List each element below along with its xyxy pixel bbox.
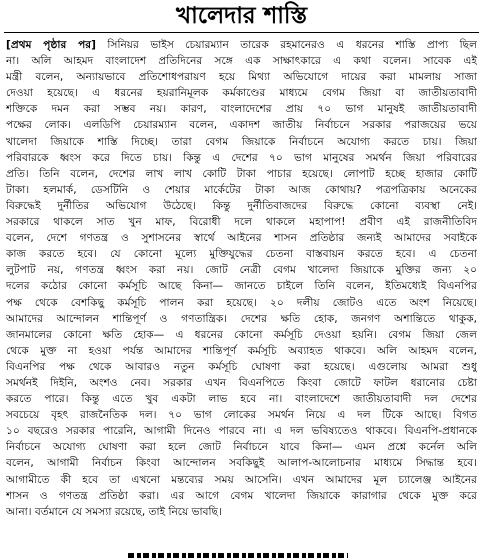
article-line: বলেন, দেশে গণতন্ত্র ও সুশাসনের স্বার্থে আইনের শাসন প্রতিষ্ঠার জন্যই আমাদের সবাইকে bbox=[6, 232, 477, 245]
article-line: নির্বাচনে অযোগ্য ঘোষণা করা হলে জোট নির্বাচনে যাবে কিনা— এমন প্রশ্নে কর্নেল অলি bbox=[6, 441, 477, 454]
article-line: মন্ত্রী বলেন, অন্যায়ভাবে প্রতিশোধপরায়ণ হয়ে মিথ্যা অভিযোগে দায়ের করা মামলায় সাজা bbox=[6, 71, 477, 84]
article-line-text: সিনিয়র ভাইস চেয়ারম্যান তারেক রহমানেরও এ ধরনের শাস্তি প্রাপ্য ছিল bbox=[95, 39, 477, 51]
article-line: থেকে মুক্ত না হওয়া পর্যন্ত আমাদের শান্তিপূর্ণ কর্মসূচি অব্যাহত থাকবে। অলি আহমদ বলেন, bbox=[6, 344, 477, 357]
article-line: না। অলি আহমদ বাংলাদেশ প্রতিদিনের সঙ্গে এক সাক্ষাৎকারে এ কথা বলেন। সাবেক এই bbox=[6, 55, 477, 68]
article-line: ১০ বছরেও সরকার পারেনি, আগামী দিনেও পারবে না। এ দল ভবিষ্যতেও থাকবে। বিএনপি-প্রধানকে bbox=[6, 425, 477, 438]
article-line: শাসন ও গণতন্ত্র প্রতিষ্ঠা করা। এর আগে বেগম খালেদা জিয়াকে কারাগার থেকে মুক্ত করে bbox=[6, 489, 477, 502]
article-line: সবচেয়ে বৃহৎ রাজনৈতিক দল। ৭০ ভাগ লোকের সমর্থন নিয়ে এ দল টিকে আছে। বিগত bbox=[6, 409, 477, 422]
article-line: জানমালের কোনো ক্ষতি হোক— এ ধরনের কোনো কর্মসূচি দেওয়া হয়নি। বেগম জিয়া জেল bbox=[6, 328, 477, 341]
article-line: দেওয়া হয়েছে। এ ধরনের হয়রানিমূলক কর্মকাণ্ডের মাধ্যমে বেগম জিয়া বা জাতীয়তাবাদী bbox=[6, 87, 477, 100]
cropped-text-fragment bbox=[128, 553, 348, 558]
article-line: বলেন, আগামী নির্বাচন কিংবা আন্দোলন সবকিছুই আলাপ-আলোচনার মাধ্যমে সিদ্ধান্ত হবে। bbox=[6, 457, 477, 470]
article-line: পরিবারকে ধ্বংস করে দিতে চায়। কিন্তু এ দেশের ৭০ ভাগ মানুষের সমর্থন জিয়া পরিবারের bbox=[6, 151, 477, 164]
article-line: আনা। বর্তমানে যে সমস্যা রয়েছে, তাই নিয়ে ভাবছি। bbox=[6, 505, 222, 518]
article-line: সরকারে থাকলে সাত খুন মাফ, বিরোধী দলে থাকলে মহাপাপ! প্রবীণ এই রাজনীতিবিদ bbox=[6, 216, 477, 229]
article-line: শক্তিকে দমন করা সম্ভব নয়। কারণ, বাংলাদেশের প্রায় ৭০ ভাগ মানুষই জাতীয়তাবাদী bbox=[6, 103, 477, 116]
article-line: সমর্থনই দিইনি, অংশও নেব। সরকার এখন বিএনপিতে কিংবা জোটে ফাটল ধরানোর চেষ্টা bbox=[6, 376, 477, 389]
article-line: খালেদা জিয়াকে শাস্তি দিচ্ছে। তারা বেগম জিয়াকে নির্বাচনে অযোগ্য করতে চায়। জিয়া bbox=[6, 135, 477, 148]
article-line: আমাদের আন্দোলন শান্তিপূর্ণ ও গণতান্ত্রিক। দেশের ক্ষতি হোক, জনগণ অশান্তিতে থাকুক, bbox=[6, 312, 477, 325]
article-line: পক্ষের লোক। এলডিপি চেয়ারম্যান বলেন, একাদশ জাতীয় নির্বাচনে সরকার পরাজয়ের ভয়ে bbox=[6, 119, 477, 132]
article-line: কাজ করতে হবে। যে কোনো মূল্যে মুক্তিযুদ্ধের চেতনা বাস্তবায়ন করতে হবে। এ চেতনা bbox=[6, 248, 477, 261]
article-line: লুটপাট নয়, গণতন্ত্র ধ্বংস করা নয়। জোট নেত্রী বেগম খালেদা জিয়াকে মুক্তির জন্য ২০ bbox=[6, 264, 477, 277]
article-line: আগামীতে কী হবে তা এখনো মন্তব্যের সময় আসেনি। এখন আমাদের মূল চ্যালেঞ্জ আইনের bbox=[6, 473, 477, 486]
article-line: প্রতি। তিনি বলেন, দেশের লাখ লাখ কোটি টাকা পাচার হয়েছে। লোপাট হচ্ছে হাজার কোটি bbox=[6, 167, 477, 180]
headline-divider bbox=[4, 32, 479, 33]
article-line: বিরুদ্ধেই দুর্নীতির অভিযোগ উঠেছে। কিন্তু দুর্নীতিবাজদের বিরুদ্ধে কোনো ব্যবস্থা নেই। bbox=[6, 199, 477, 212]
article-headline: খালেদার শাস্তি bbox=[176, 3, 307, 29]
cropped-next-headline bbox=[128, 549, 348, 558]
article-line: দলের কঠোর কোনো কর্মসূচি আছে কিনা— জানতে চাইলে তিনি বলেন, ইতিমধ্যেই বিএনপির bbox=[6, 280, 477, 293]
article-line bbox=[6, 37, 477, 53]
continuation-label: [প্রথম পৃষ্ঠার পর] bbox=[6, 39, 96, 51]
article-body bbox=[6, 37, 477, 549]
article-line: বিএনপির পক্ষ থেকে আবারও নতুন কর্মসূচি ঘোষণা করা হয়েছে। এগুলোয় আমরা শুধু bbox=[6, 360, 477, 373]
article-line: পক্ষ থেকে বেশকিছু কর্মসূচি পালন করা হয়েছে। ২০ দলীয় জোটও এতে অংশ নিয়েছে। bbox=[6, 296, 477, 309]
article-line: করতে পারে। কিন্তু এতে খুব একটা লাভ হবে না। বাংলাদেশে জাতীয়তাবাদী দল দেশের bbox=[6, 393, 477, 406]
article-line: টাকা। হলমার্ক, ডেসটিনি ও শেয়ার মার্কেটের টাকা আজ কোথায়? পত্রপত্রিকায় অনেকের bbox=[6, 183, 477, 196]
